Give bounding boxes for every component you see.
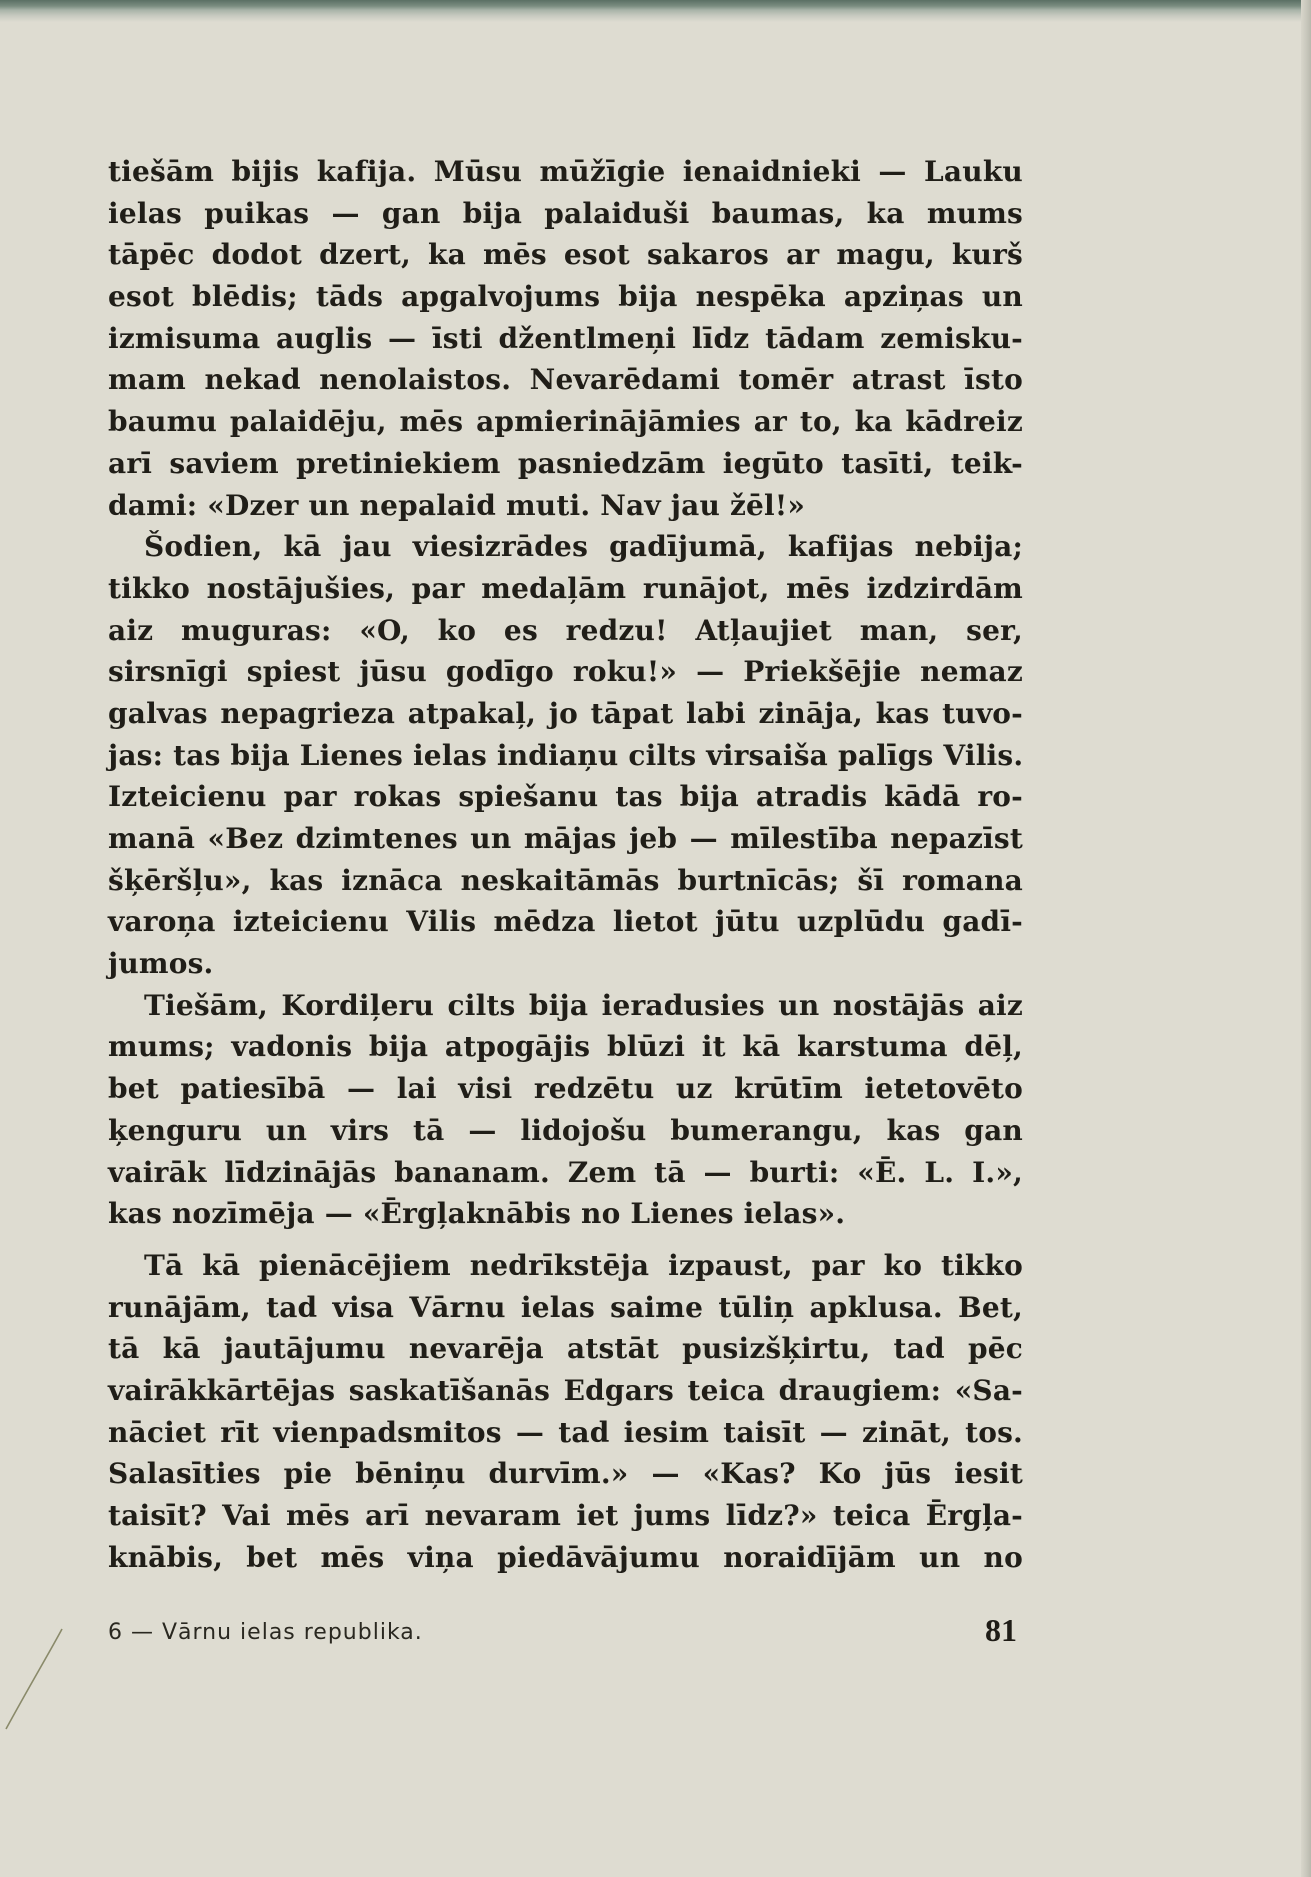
text-line: mam nekad nenolaistos. Nevarēdami tomēr atrast īsto — [108, 363, 1023, 397]
text-line: esot blēdis; tāds apgalvojums bija nespēka apziņas un — [108, 280, 1023, 314]
text-line: baumu palaidēju, mēs apmierinājāmies ar to, ka kādreiz — [108, 405, 1023, 439]
text-line: jas: tas bija Lienes ielas indiaņu cilts virsaiša palīgs Vilis. — [108, 738, 1024, 772]
text-line: taisīt? Vai mēs arī nevaram iet jums līdz?» teica Ērgļa- — [108, 1499, 1023, 1532]
page-right-edge — [1301, 0, 1311, 1877]
text-line: galvas nepagrieza atpakaļ, jo tāpat labi zināja, kas tuvo- — [108, 696, 1023, 730]
text-line: knābis, bet mēs viņa piedāvājumu noraidījām un no — [108, 1540, 1023, 1574]
text-line: kas nozīmēja — «Ērgļaknābis no Lienes ielas». — [108, 1197, 846, 1231]
text-line: vairāk līdzinājās bananam. Zem tā — burti: «Ē. L. I.», — [108, 1155, 1023, 1189]
text-line: sirsnīgi spiest jūsu godīgo roku!» — Priekšējie nemaz — [108, 655, 1023, 689]
text-line: tiešām bijis kafija. Mūsu mūžīgie ienaidnieki — Lauku — [108, 155, 1023, 188]
page-top-edge — [0, 0, 1311, 22]
text-line: manā «Bez dzimtenes un mājas jeb — mīlestība nepazīst — [108, 822, 1023, 855]
page-number: 81 — [985, 1612, 1017, 1648]
text-line: vairākkārtējas saskatīšanās Edgars teica draugiem: «Sa- — [108, 1373, 1023, 1407]
text-line: ielas puikas — gan bija palaiduši baumas, ka mums — [108, 196, 1023, 230]
text-line: Tā kā pienācējiem nedrīkstēja izpaust, par ko tikko — [144, 1248, 1023, 1282]
text-line: runājām, tad visa Vārnu ielas saime tūliņ apklusa. Bet, — [108, 1290, 1023, 1324]
text-line: arī saviem pretiniekiem pasniedzām iegūto tasīti, teik- — [108, 446, 1023, 480]
text-line: bet patiesībā — lai visi redzētu uz krūtīm ietetovēto — [108, 1072, 1023, 1106]
pencil-stroke-icon — [0, 1625, 70, 1735]
text-line: tikko nostājušies, par medaļām runājot, mēs izdzirdām — [108, 571, 1023, 605]
text-line: dami: «Dzer un nepalaid muti. Nav jau žēl!» — [108, 488, 806, 522]
text-line: ķenguru un virs tā — lidojošu bumerangu, kas gan — [108, 1113, 1023, 1147]
body-text — [108, 151, 1023, 1578]
text-line: Šodien, kā jau viesizrādes gadījumā, kafijas nebija; — [144, 530, 1023, 564]
text-line: aiz muguras: «O, ko es redzu! Atļaujiet man, ser, — [108, 613, 1023, 647]
text-line: izmisuma auglis — īsti džentlmeņi līdz tādam zemisku- — [108, 321, 1023, 355]
text-line: varoņa izteicienu Vilis mēdza lietot jūtu uzplūdu gadī- — [108, 905, 1023, 939]
text-line: Tiešām, Kordiļeru cilts bija ieradusies un nostājās aiz — [144, 988, 1023, 1022]
text-line: šķēršļu», kas iznāca neskaitāmās burtnīcās; šī romana — [108, 863, 1023, 897]
text-line: tāpēc dodot dzert, ka mēs esot sakaros ar magu, kurš — [108, 238, 1023, 272]
text-line: Izteicienu par rokas spiešanu tas bija atradis kādā ro- — [108, 780, 1023, 814]
text-line: jumos. — [108, 947, 214, 981]
text-line: Salasīties pie bēniņu durvīm.» — «Kas? Ko jūs iesit — [108, 1457, 1023, 1491]
text-line: nāciet rīt vienpadsmitos — tad iesim taisīt — zināt, tos. — [108, 1415, 1023, 1449]
text-line: mums; vadonis bija atpogājis blūzi it kā karstuma dēļ, — [108, 1030, 1023, 1064]
signature-mark: 6 — Vārnu ielas republika. — [108, 1620, 423, 1645]
text-line: tā kā jautājumu nevarēja atstāt pusizšķirtu, tad pēc — [108, 1332, 1023, 1366]
